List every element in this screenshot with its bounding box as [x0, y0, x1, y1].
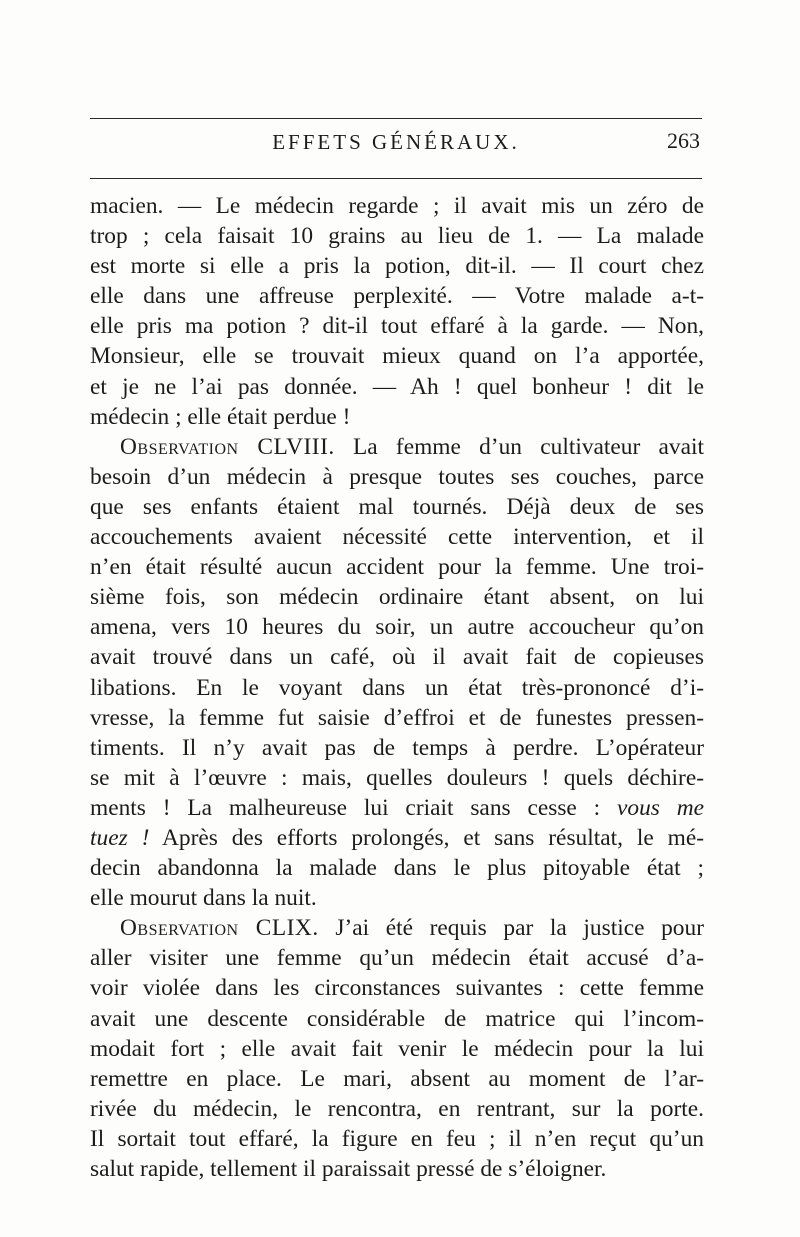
- text-line: avait trouvé dans un café, où il avait fait de copieuses: [90, 644, 704, 671]
- observation-label: Observation CLIX.: [120, 915, 319, 942]
- text-line: macien. — Le médecin regarde ; il avait mis un zéro de: [90, 193, 704, 219]
- paragraph-observation-clviii: [90, 432, 704, 914]
- text-line: [90, 823, 704, 853]
- text-line: accouchements avaient nécessité cette intervention, et il: [90, 524, 704, 551]
- header-rule-bottom: [90, 178, 702, 179]
- text-line: se mit à l’œuvre : mais, quelles douleurs ! quels déchire-: [90, 764, 704, 791]
- text-line: avait une descente considérable de matrice qui l’incom-: [90, 1005, 704, 1032]
- text-line: que ses enfants étaient mal tournés. Déjà deux de ses: [90, 493, 704, 520]
- text-line: modait fort ; elle avait fait venir le médecin pour la lui: [90, 1035, 704, 1062]
- text-line: vresse, la femme fut saisie d’effroi et de funestes pressen-: [90, 704, 704, 731]
- text-line: [90, 432, 704, 462]
- text-line: Monsieur, elle se trouvait mieux quand on l’a apportée,: [90, 343, 704, 370]
- paragraph-continuation: [90, 191, 704, 432]
- text-line: besoin d’un médecin à presque toutes ses couches, parce: [90, 463, 704, 490]
- text-line: voir violée dans les circonstances suivantes : cette femme: [90, 975, 704, 1002]
- body-text: [90, 191, 704, 1184]
- text-line: [90, 913, 704, 943]
- text-line: remettre en place. Le mari, absent au moment de l’ar-: [90, 1065, 704, 1092]
- text-line: n’en était résulté aucun accident pour la femme. Une troi-: [90, 554, 704, 581]
- italic-quote: vous me: [617, 794, 704, 821]
- text-line: amena, vers 10 heures du soir, un autre accoucheur qu’on: [90, 614, 704, 641]
- page-number: 263: [667, 128, 700, 153]
- text-line: elle dans une affreuse perplexité. — Votre malade a-t-: [90, 283, 704, 310]
- text-line: sième fois, son médecin ordinaire étant absent, on lui: [90, 584, 704, 611]
- text-line: salut rapide, tellement il paraissait pressé de s’éloigner.: [90, 1156, 607, 1182]
- italic-quote: tuez !: [90, 824, 150, 851]
- text-line: decin abandonna la malade dans le plus pitoyable état ;: [90, 855, 704, 882]
- text-line: elle pris ma potion ? dit-il tout effaré à la garde. — Non,: [90, 313, 704, 340]
- text-segment: ments ! La malheureuse lui criait sans cesse :: [90, 794, 601, 821]
- text-line: libations. En le voyant dans un état très-prononcé d’i-: [90, 674, 704, 701]
- running-header: [90, 124, 702, 170]
- text-line: timents. Il n’y avait pas de temps à perdre. L’opérateur: [90, 734, 704, 761]
- text-segment: J’ai été requis par la justice pour: [335, 915, 704, 942]
- text-line: médecin ; elle était perdue !: [90, 403, 351, 430]
- observation-label: Observation CLVIII.: [120, 433, 335, 460]
- text-line: Il sortait tout effaré, la figure en feu ; il n’en reçut qu’un: [90, 1125, 704, 1152]
- text-segment: Après des efforts prolongés, et sans résultat, le mé-: [161, 824, 704, 851]
- running-title: EFFETS GÉNÉRAUX.: [272, 130, 520, 154]
- paragraph-observation-clix: [90, 913, 704, 1184]
- header-rule-top: [90, 118, 702, 119]
- text-line: [90, 793, 704, 823]
- text-line: est morte si elle a pris la potion, dit-il. — Il court chez: [90, 253, 704, 280]
- text-line: elle mourut dans la nuit.: [90, 885, 317, 912]
- text-line: et je ne l’ai pas donnée. — Ah ! quel bonheur ! dit le: [90, 373, 704, 400]
- text-segment: La femme d’un cultivateur avait: [352, 433, 704, 460]
- text-line: aller visiter une femme qu’un médecin était accusé d’a-: [90, 945, 704, 972]
- text-line: rivée du médecin, le rencontra, en rentrant, sur la porte.: [90, 1095, 704, 1122]
- text-line: trop ; cela faisait 10 grains au lieu de 1. — La malade: [90, 223, 704, 250]
